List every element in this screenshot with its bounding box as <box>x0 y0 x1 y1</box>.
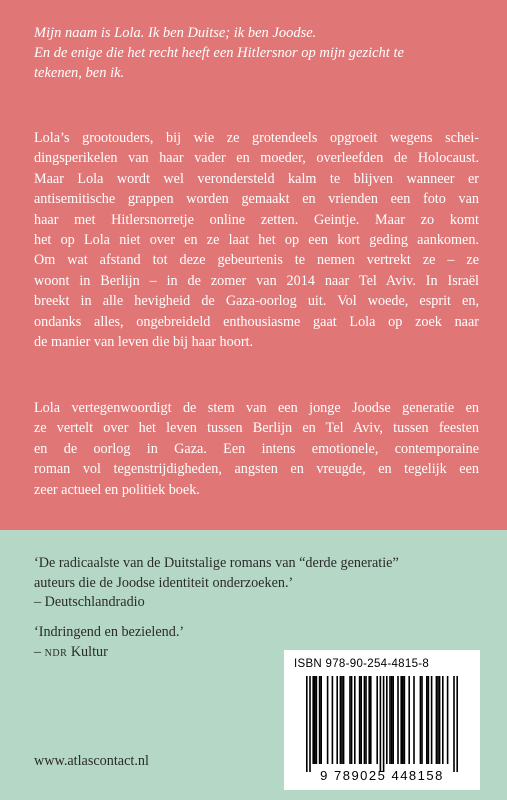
barcode-bar <box>426 676 428 764</box>
intro-line: tekenen, ben ik. <box>34 65 125 81</box>
text-line: Lola vertegenwoordigt de stem van een jonge Joodse generatie en <box>34 400 479 416</box>
barcode-bar <box>404 676 406 764</box>
text-line: het op Lola niet over en ze laat het op een kort geding aankomen. <box>34 232 479 249</box>
synopsis-paragraph-2 <box>34 398 479 500</box>
quote-line: ‘Indringend en bezielend.’ <box>34 624 185 640</box>
barcode-bar <box>319 676 321 764</box>
barcode-bar <box>365 676 367 764</box>
barcode-bar <box>439 676 441 764</box>
text-line: roman vol tegenstrijdigheden, angsten en vreugde, en tegelijk een <box>34 461 479 478</box>
barcode-icon <box>284 650 480 790</box>
intro-line: Mijn naam is Lola. Ik ben Duitse; ik ben Joodse. <box>34 25 317 41</box>
publisher-website[interactable]: www.atlascontact.nl <box>34 753 149 769</box>
barcode-bar <box>336 676 338 764</box>
barcode-bar <box>383 676 385 772</box>
text-line: antisemitische grappen worden gemaakt en vrienden een foto van <box>34 191 479 208</box>
text-line: zeer actueel en politiek boek. <box>34 481 200 498</box>
barcode-bar <box>408 676 410 764</box>
barcode-bar <box>391 676 393 764</box>
barcode-bar <box>413 676 415 764</box>
barcode-bar <box>437 676 439 764</box>
barcode-bar <box>309 676 311 772</box>
barcode-bar <box>447 676 449 764</box>
isbn-barcode-block <box>284 650 480 790</box>
reviews-panel <box>0 530 507 800</box>
text-line: woont in Berlijn – in de zomer van 2014 naar Tel Aviv. In Israël <box>34 272 479 289</box>
barcode-bar <box>312 676 314 764</box>
text-line: dingsperikelen van haar vader en moeder, overleefden de Holocaust. <box>34 150 479 167</box>
barcode-bar <box>376 676 378 764</box>
quote-source: – Deutschlandradio <box>34 594 145 610</box>
barcode-bar <box>386 676 388 764</box>
isbn-label: ISBN 978-90-254-4815-8 <box>294 658 430 670</box>
text-line: breekt in alle hevigheid de Gaza-oorlog uit. Vol woede, esprit en, <box>34 293 479 310</box>
barcode-bar <box>332 676 334 764</box>
quote-source-prefix: – <box>34 643 45 660</box>
barcode-bar <box>316 676 318 764</box>
barcode-bar <box>306 676 308 772</box>
barcode-bar <box>380 676 382 772</box>
barcode-bar <box>402 676 404 764</box>
barcode-bar <box>359 676 361 764</box>
barcode-bar <box>351 676 353 764</box>
barcode-bar <box>364 676 366 764</box>
text-line: ondanks alles, ongebreideld enthousiasme gaat Lola op zoek naar <box>34 313 479 330</box>
quote-line: auteurs die de Joodse identiteit onderzoeken.’ <box>34 574 294 591</box>
barcode-bar <box>327 676 329 764</box>
barcode-bar <box>442 676 444 764</box>
barcode-bar <box>397 676 399 764</box>
barcode-bar <box>320 676 322 764</box>
text-line: ze vertelt over het leven tussen Berlijn en Tel Aviv, tussen feesten <box>34 420 479 437</box>
barcode-bar <box>341 676 343 764</box>
barcode-bar <box>343 676 345 764</box>
text-line: de manier van leven die bij haar hoort. <box>34 334 254 351</box>
barcode-bar <box>314 676 316 764</box>
barcode-bar <box>431 676 433 764</box>
synopsis-paragraph-1 <box>34 128 479 352</box>
text-line: haar met Hitlersnorretje online zetten. Geintje. Maar zo komt <box>34 211 479 228</box>
quote-line: ‘De radicaalste van de Duitstalige romans van “derde generatie” <box>34 555 399 571</box>
quote-source-ndr: ndr <box>44 643 68 660</box>
barcode-bar <box>428 676 430 764</box>
review-quote-1 <box>34 554 484 613</box>
barcode-bar <box>421 676 423 764</box>
quote-source-rest: Kultur <box>67 643 108 660</box>
barcode-digits: 9 789025 448158 <box>320 768 444 783</box>
barcode-bar <box>400 676 402 764</box>
barcode-bar <box>349 676 351 764</box>
barcode-bar <box>392 676 394 764</box>
barcode-bar <box>368 676 370 764</box>
intro-line: En de enige die het recht heeft een Hitlersnor op mijn gezicht te <box>34 45 404 61</box>
intro-quote <box>34 23 484 83</box>
barcode-bar <box>389 676 391 764</box>
text-line: Om wat afstand tot deze gebeurtenis te nemen vertrekt ze – ze <box>34 252 479 269</box>
barcode-bar <box>370 676 372 764</box>
barcode-bar <box>436 676 438 764</box>
text-line: en de oorlog in Gaza. Een intens emotionele, contemporaine <box>34 440 479 457</box>
barcode-bar <box>360 676 362 764</box>
barcode-bar <box>453 676 455 772</box>
barcode-bar <box>354 676 356 764</box>
barcode-bar <box>456 676 458 772</box>
barcode-bar <box>420 676 422 764</box>
text-line: Lola’s grootouders, bij wie ze grotendeels opgroeit wegens schei- <box>34 130 479 146</box>
text-line: Maar Lola wordt wel verondersteld kalm te blijven wanneer er <box>34 170 479 187</box>
barcode-bar <box>340 676 342 764</box>
